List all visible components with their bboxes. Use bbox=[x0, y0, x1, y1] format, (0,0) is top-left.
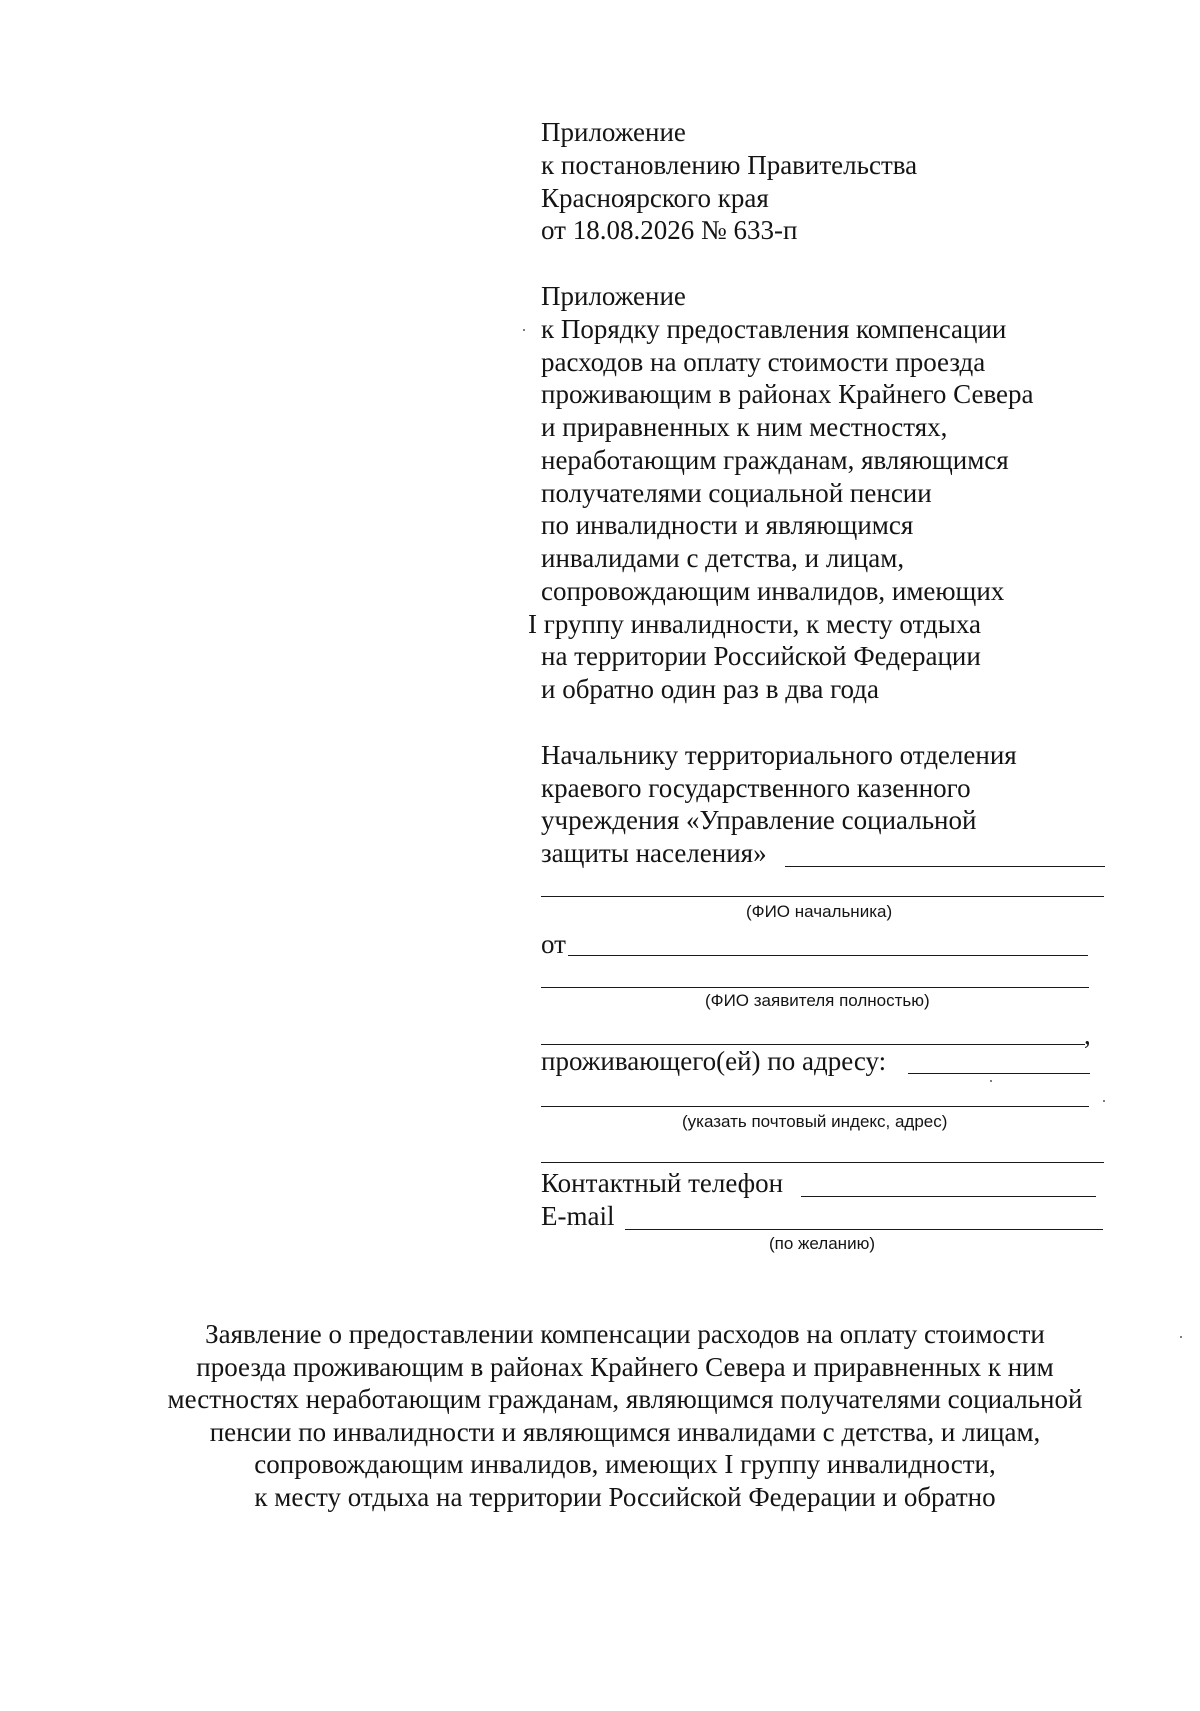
scan-speck bbox=[1103, 1100, 1105, 1102]
scan-speck bbox=[990, 1080, 992, 1082]
email-label: E-mail bbox=[541, 1201, 615, 1231]
address-field-2[interactable] bbox=[541, 1106, 1089, 1107]
header2-line: проживающим в районах Крайнего Севера bbox=[541, 379, 1034, 409]
addressee-line: Начальнику территориального отделения bbox=[541, 740, 1017, 770]
header1-line: Красноярского края bbox=[541, 183, 769, 213]
header2-line: сопровождающим инвалидов, имеющих bbox=[541, 576, 1005, 606]
from-label: от bbox=[541, 929, 566, 959]
statement-title-line: Заявление о предоставлении компенсации расходов на оплату стоимости bbox=[205, 1319, 1045, 1349]
applicant-name-field-3[interactable] bbox=[541, 1044, 1085, 1045]
header1-line: от 18.08.2026 № 633-п bbox=[541, 215, 798, 245]
header2-line: получателями социальной пенсии bbox=[541, 478, 932, 508]
header2-line: к Порядку предоставления компенсации bbox=[541, 314, 1007, 344]
comma-mark: , bbox=[1084, 1020, 1091, 1050]
header2-line: расходов на оплату стоимости проезда bbox=[541, 347, 986, 377]
header2-line: инвалидами с детства, и лицам, bbox=[541, 543, 905, 573]
statement-title-line: проезда проживающим в районах Крайнего Севера и приравненных к ним bbox=[196, 1351, 1054, 1382]
statement-title-line: сопровождающим инвалидов, имеющих I группу инвалидности, bbox=[254, 1449, 996, 1479]
email-caption: (по желанию) bbox=[769, 1234, 875, 1253]
head-name-caption: (ФИО начальника) bbox=[746, 902, 893, 921]
scan-speck bbox=[523, 329, 525, 331]
phone-label: Контактный телефон bbox=[541, 1168, 784, 1198]
header1-line: к постановлению Правительства bbox=[541, 150, 918, 180]
header2-line: на территории Российской Федерации bbox=[541, 641, 981, 671]
phone-field[interactable] bbox=[801, 1196, 1096, 1197]
head-name-field[interactable] bbox=[541, 896, 1104, 897]
statement-title-line: пенсии по инвалидности и являющимся инвалидами с детства, и лицам, bbox=[209, 1416, 1041, 1447]
address-label: проживающего(ей) по адресу: bbox=[541, 1046, 887, 1076]
addressee-line: краевого государственного казенного bbox=[541, 773, 971, 803]
address-caption: (указать почтовый индекс, адрес) bbox=[682, 1112, 948, 1131]
statement-title bbox=[100, 1318, 1150, 1513]
department-name-field[interactable] bbox=[785, 866, 1105, 867]
header2-line: и обратно один раз в два года bbox=[541, 674, 879, 704]
header2-line: I группу инвалидности, к месту отдыха bbox=[528, 609, 982, 639]
email-field[interactable] bbox=[625, 1229, 1103, 1230]
header2-line: и приравненных к ним местностях, bbox=[541, 412, 948, 442]
applicant-name-field-2[interactable] bbox=[541, 987, 1089, 988]
header2-line: по инвалидности и являющимся bbox=[541, 510, 914, 540]
header2-line: неработающим гражданам, являющимся bbox=[541, 445, 1009, 475]
address-field-3[interactable] bbox=[541, 1162, 1104, 1163]
applicant-name-caption: (ФИО заявителя полностью) bbox=[705, 991, 930, 1010]
header1-line: Приложение bbox=[541, 117, 686, 147]
scan-speck bbox=[1180, 1336, 1182, 1338]
addressee-line: защиты населения» bbox=[541, 838, 767, 868]
statement-title-line: местностях неработающим гражданам, являющимся получателями социальной bbox=[167, 1384, 1083, 1414]
statement-title-line: к месту отдыха на территории Российской Федерации и обратно bbox=[254, 1481, 996, 1512]
address-field[interactable] bbox=[908, 1073, 1090, 1074]
applicant-name-field[interactable] bbox=[568, 955, 1088, 956]
header2-line: Приложение bbox=[541, 281, 686, 311]
addressee-line: учреждения «Управление социальной bbox=[541, 805, 977, 835]
